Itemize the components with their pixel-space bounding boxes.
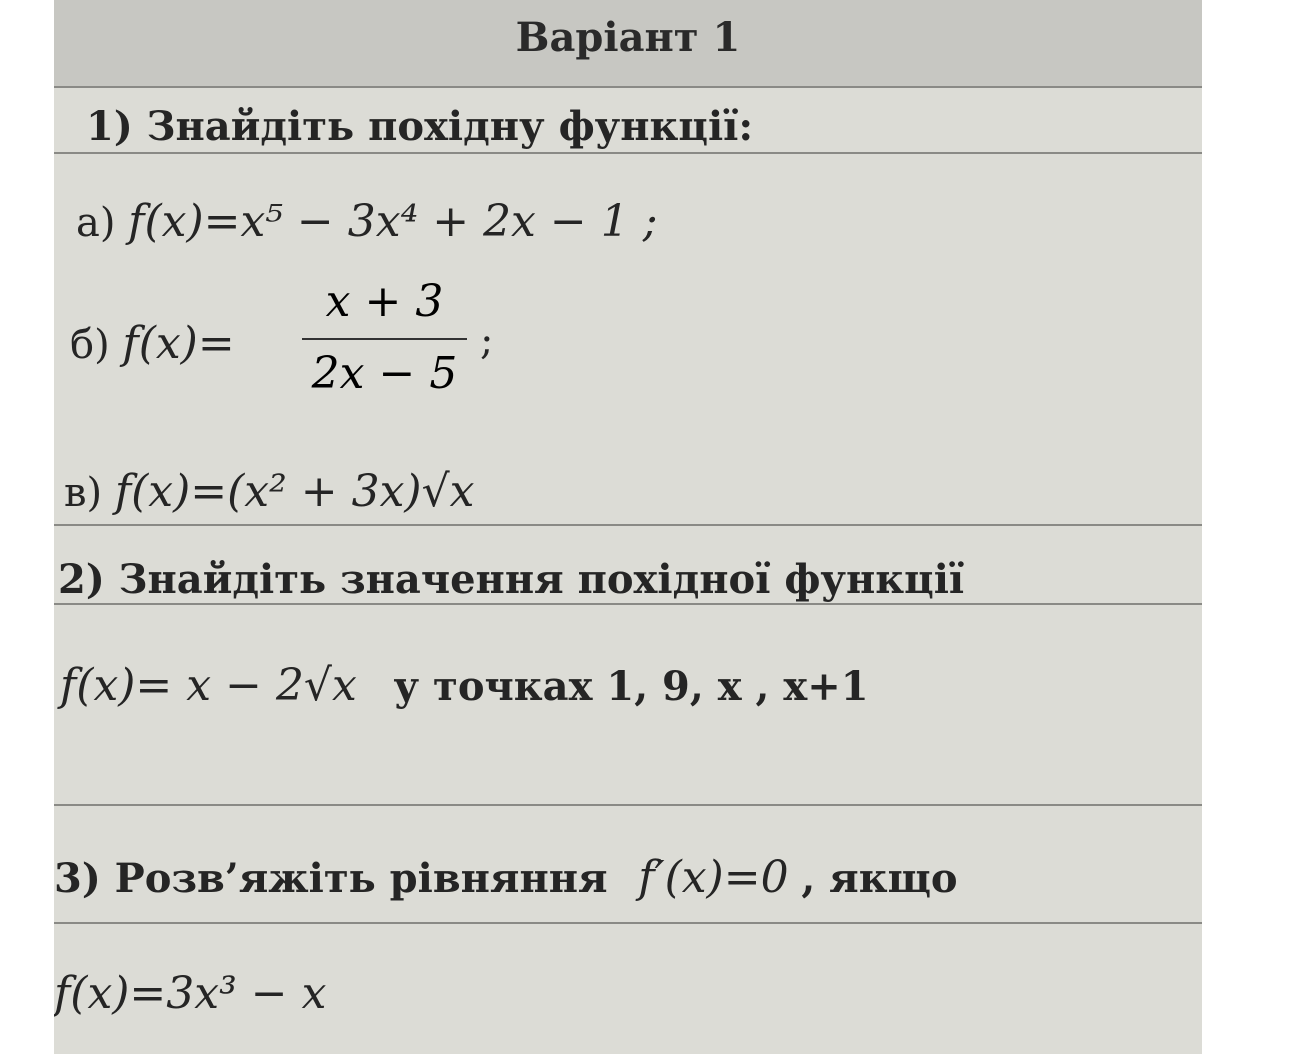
- task2-formula: f(x)= x − 2√x: [60, 660, 357, 711]
- fraction-bar: [302, 338, 467, 340]
- task2-title: 2) Знайдіть значення похідної функції: [58, 556, 965, 603]
- task3-row: [54, 852, 958, 903]
- task1-b-denominator: 2x − 5: [311, 348, 458, 399]
- task3-formula: f(x)=3x³ − x: [54, 968, 327, 1019]
- divider: [54, 922, 1202, 924]
- variant-title: Варіант 1: [515, 14, 741, 61]
- task1-b-tail: ;: [480, 318, 494, 364]
- task2-row: [60, 660, 869, 711]
- task1-c-label: в): [64, 470, 103, 516]
- task1-a-formula: f(x)=x⁵ − 3x⁴ + 2x − 1 ;: [128, 196, 658, 247]
- task1-a-label: а): [76, 200, 116, 246]
- variant-header: [54, 0, 1202, 88]
- task3-formula-row: [54, 968, 326, 1019]
- task3-title-prefix: 3) Розв’яжіть рівняння: [54, 855, 608, 902]
- divider: [54, 86, 1202, 88]
- task1-b-lhs: f(x)=: [122, 318, 235, 369]
- task1-title: 1) Знайдіть похідну функції:: [86, 103, 754, 150]
- task1-b-numerator: x + 3: [325, 276, 444, 327]
- task1-b-label-row: [70, 318, 235, 369]
- task2-points: у точках 1, 9, x , x+1: [393, 663, 869, 710]
- worksheet: [54, 0, 1202, 1054]
- task1-b-fraction: [302, 276, 467, 406]
- task1-c-row: [64, 466, 474, 517]
- task1-b-label: б): [70, 322, 110, 368]
- task1-c-formula: f(x)=(x² + 3x)√x: [114, 466, 475, 517]
- page-margin: [1202, 0, 1296, 1054]
- task3-equation: f′(x)=0: [638, 852, 789, 903]
- divider: [54, 804, 1202, 806]
- task3-title-suffix: , якщо: [801, 855, 958, 902]
- divider: [54, 603, 1202, 605]
- task1-a-row: [76, 196, 658, 247]
- divider: [54, 524, 1202, 526]
- divider: [54, 152, 1202, 154]
